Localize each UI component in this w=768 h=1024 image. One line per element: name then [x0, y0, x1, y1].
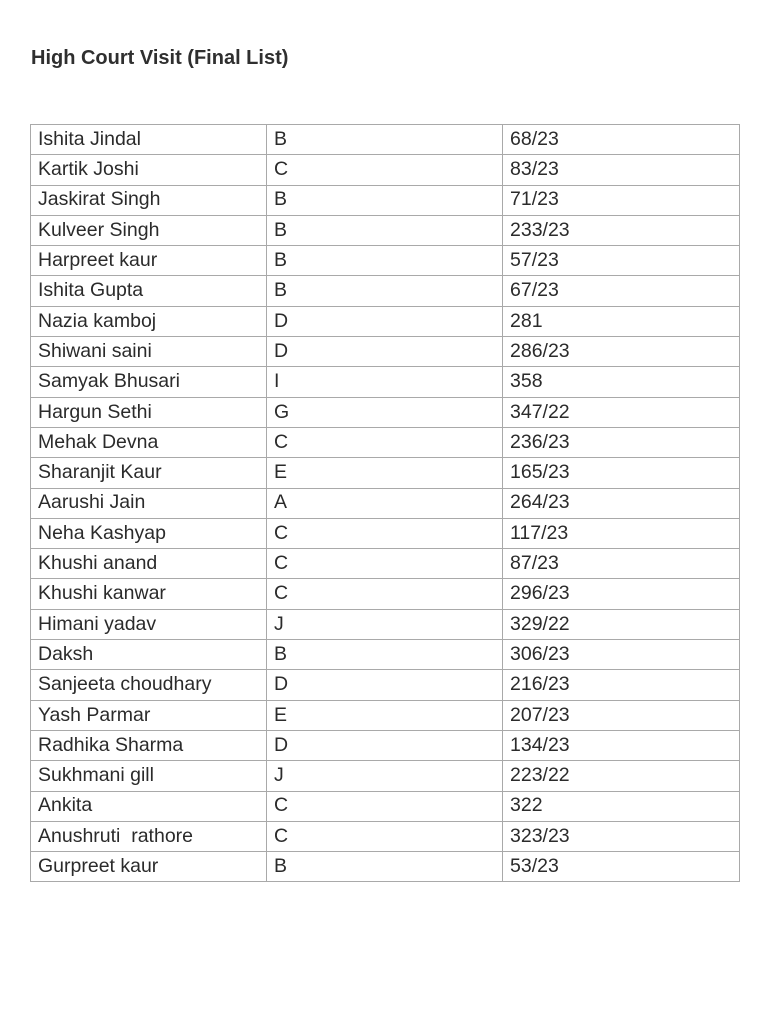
section-cell: B: [267, 125, 503, 155]
roll-number-cell: 207/23: [503, 700, 740, 730]
roll-number-cell: 67/23: [503, 276, 740, 306]
roll-number-cell: 223/22: [503, 761, 740, 791]
student-name-cell: Mehak Devna: [31, 427, 267, 457]
table-row: [31, 488, 740, 518]
roll-number-cell: 329/22: [503, 609, 740, 639]
student-name-cell: Ishita Jindal: [31, 125, 267, 155]
student-name-cell: Gurpreet kaur: [31, 852, 267, 882]
roll-number-cell: 281: [503, 306, 740, 336]
section-cell: B: [267, 215, 503, 245]
section-cell: E: [267, 700, 503, 730]
student-name-cell: Radhika Sharma: [31, 730, 267, 760]
section-cell: B: [267, 276, 503, 306]
roll-number-cell: 57/23: [503, 246, 740, 276]
section-cell: C: [267, 579, 503, 609]
table-row: [31, 125, 740, 155]
student-name-cell: Nazia kamboj: [31, 306, 267, 336]
section-cell: B: [267, 246, 503, 276]
table-row: [31, 337, 740, 367]
table-row: [31, 427, 740, 457]
section-cell: B: [267, 185, 503, 215]
section-cell: C: [267, 155, 503, 185]
student-name-cell: Samyak Bhusari: [31, 367, 267, 397]
student-name-cell: Kulveer Singh: [31, 215, 267, 245]
student-name-cell: Ankita: [31, 791, 267, 821]
table-row: [31, 821, 740, 851]
section-cell: C: [267, 821, 503, 851]
student-name-cell: Khushi kanwar: [31, 579, 267, 609]
roll-number-cell: 117/23: [503, 518, 740, 548]
table-row: [31, 579, 740, 609]
section-cell: E: [267, 458, 503, 488]
table-row: [31, 276, 740, 306]
table-row: [31, 640, 740, 670]
student-name-cell: Hargun Sethi: [31, 397, 267, 427]
roll-number-cell: 233/23: [503, 215, 740, 245]
table-row: [31, 549, 740, 579]
section-cell: I: [267, 367, 503, 397]
table-row: [31, 458, 740, 488]
table-row: [31, 518, 740, 548]
roll-number-cell: 236/23: [503, 427, 740, 457]
section-cell: D: [267, 730, 503, 760]
roll-number-cell: 68/23: [503, 125, 740, 155]
table-row: [31, 215, 740, 245]
table-row: [31, 155, 740, 185]
roll-number-cell: 264/23: [503, 488, 740, 518]
table-row: [31, 670, 740, 700]
roll-number-cell: 286/23: [503, 337, 740, 367]
page-title: High Court Visit (Final List): [31, 47, 289, 69]
student-name-cell: Yash Parmar: [31, 700, 267, 730]
student-name-cell: Daksh: [31, 640, 267, 670]
roll-number-cell: 358: [503, 367, 740, 397]
roll-number-cell: 347/22: [503, 397, 740, 427]
table-row: [31, 700, 740, 730]
roll-number-cell: 216/23: [503, 670, 740, 700]
student-name-cell: Neha Kashyap: [31, 518, 267, 548]
roll-number-cell: 323/23: [503, 821, 740, 851]
table-row: [31, 761, 740, 791]
roll-number-cell: 306/23: [503, 640, 740, 670]
roll-number-cell: 83/23: [503, 155, 740, 185]
section-cell: C: [267, 791, 503, 821]
section-cell: G: [267, 397, 503, 427]
section-cell: D: [267, 337, 503, 367]
section-cell: C: [267, 549, 503, 579]
section-cell: B: [267, 640, 503, 670]
table-row: [31, 306, 740, 336]
student-name-cell: Sanjeeta choudhary: [31, 670, 267, 700]
student-name-cell: Khushi anand: [31, 549, 267, 579]
section-cell: C: [267, 518, 503, 548]
section-cell: D: [267, 670, 503, 700]
roll-number-cell: 134/23: [503, 730, 740, 760]
roll-number-cell: 53/23: [503, 852, 740, 882]
section-cell: B: [267, 852, 503, 882]
roll-number-cell: 165/23: [503, 458, 740, 488]
student-name-cell: Ishita Gupta: [31, 276, 267, 306]
student-name-cell: Aarushi Jain: [31, 488, 267, 518]
section-cell: C: [267, 427, 503, 457]
roll-number-cell: 71/23: [503, 185, 740, 215]
student-name-cell: Shiwani saini: [31, 337, 267, 367]
section-cell: D: [267, 306, 503, 336]
table-row: [31, 397, 740, 427]
student-name-cell: Sharanjit Kaur: [31, 458, 267, 488]
roll-number-cell: 322: [503, 791, 740, 821]
table-row: [31, 609, 740, 639]
table-row: [31, 791, 740, 821]
table-row: [31, 246, 740, 276]
student-name-cell: Sukhmani gill: [31, 761, 267, 791]
roll-number-cell: 296/23: [503, 579, 740, 609]
section-cell: J: [267, 609, 503, 639]
section-cell: J: [267, 761, 503, 791]
student-name-cell: Harpreet kaur: [31, 246, 267, 276]
student-table-body: [31, 125, 740, 882]
table-row: [31, 730, 740, 760]
section-cell: A: [267, 488, 503, 518]
table-row: [31, 185, 740, 215]
student-name-cell: Kartik Joshi: [31, 155, 267, 185]
student-name-cell: Anushruti rathore: [31, 821, 267, 851]
student-name-cell: Jaskirat Singh: [31, 185, 267, 215]
roll-number-cell: 87/23: [503, 549, 740, 579]
student-table: [30, 124, 740, 882]
student-name-cell: Himani yadav: [31, 609, 267, 639]
table-row: [31, 852, 740, 882]
table-row: [31, 367, 740, 397]
